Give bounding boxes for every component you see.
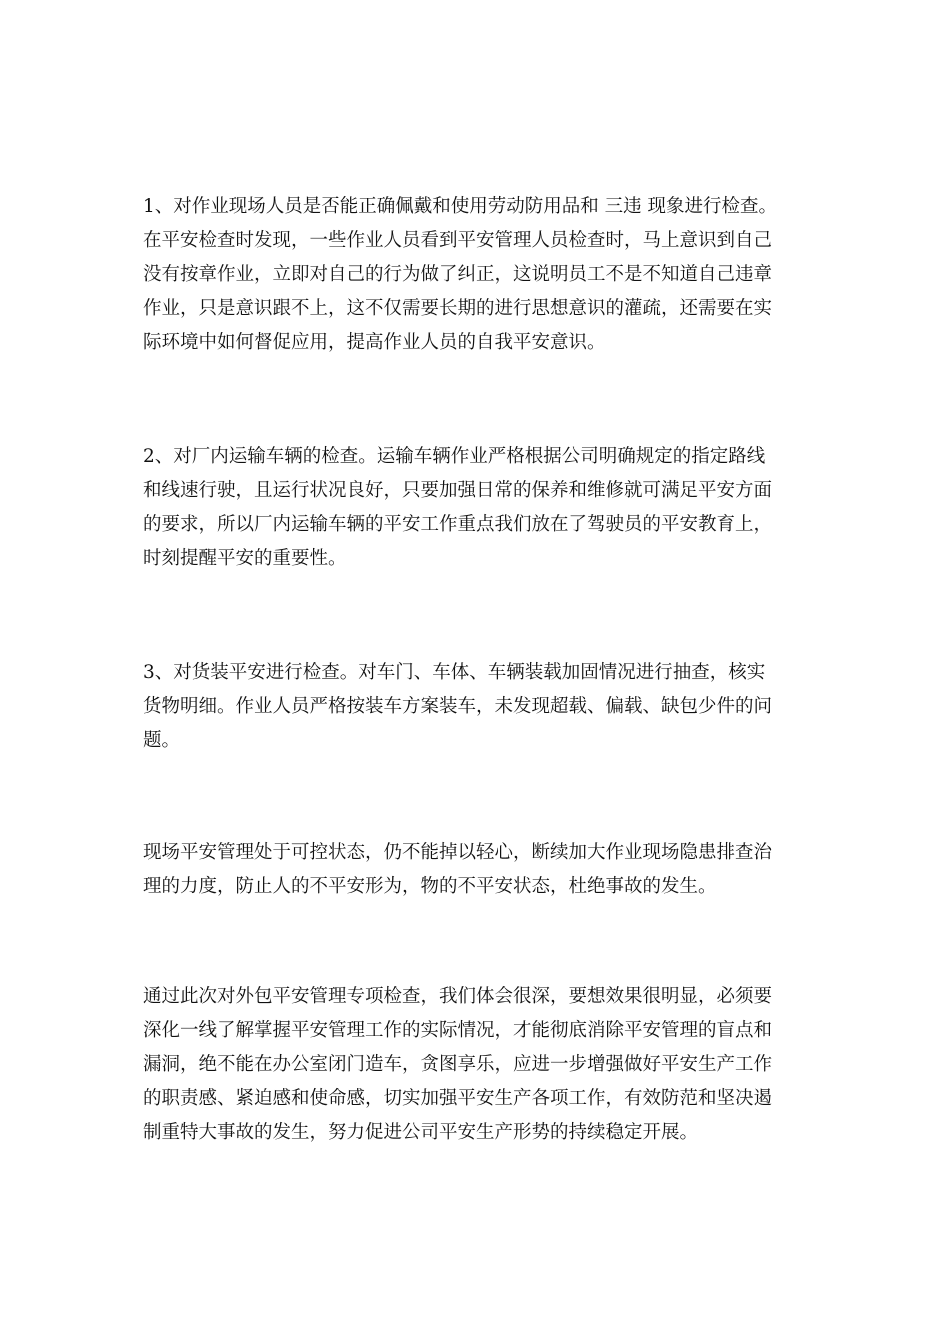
paragraph-3 <box>143 656 815 758</box>
paragraph-line: 理的力度，防止人的不平安形为，物的不平安状态，杜绝事故的发生。 <box>143 876 717 897</box>
paragraph-2 <box>143 440 815 576</box>
paragraph-line: 2、对厂内运输车辆的检查。运输车辆作业严格根据公司明确规定的指定路线 <box>143 446 766 467</box>
paragraph-line: 制重特大事故的发生，努力促进公司平安生产形势的持续稳定开展。 <box>143 1122 699 1143</box>
paragraph-line: 作业，只是意识跟不上，这不仅需要长期的进行思想意识的灌疏，还需要在实 <box>143 298 773 319</box>
paragraph-line: 和线速行驶，且运行状况良好，只要加强日常的保养和维修就可满足平安方面 <box>143 480 773 501</box>
paragraph-line: 漏洞，绝不能在办公室闭门造车，贪图享乐，应进一步增强做好平安生产工作 <box>143 1054 773 1075</box>
paragraph-line: 现场平安管理处于可控状态，仍不能掉以轻心，断续加大作业现场隐患排查治 <box>143 842 773 863</box>
paragraph-line: 没有按章作业，立即对自己的行为做了纠正，这说明员工不是不知道自己违章 <box>143 264 773 285</box>
paragraph-line: 时刻提醒平安的重要性。 <box>143 548 347 569</box>
paragraph-line: 通过此次对外包平安管理专项检查，我们体会很深，要想效果很明显，必须要 <box>143 986 773 1007</box>
paragraph-line: 深化一线了解掌握平安管理工作的实际情况，才能彻底消除平安管理的盲点和 <box>143 1020 773 1041</box>
paragraph-5 <box>143 980 815 1150</box>
paragraph-1 <box>143 190 815 360</box>
paragraph-line: 3、对货装平安进行检查。对车门、车体、车辆装载加固情况进行抽查，核实 <box>143 662 766 683</box>
paragraph-line: 的要求，所以厂内运输车辆的平安工作重点我们放在了驾驶员的平安教育上， <box>143 514 773 535</box>
paragraph-line: 在平安检查时发现，一些作业人员看到平安管理人员检查时，马上意识到自己 <box>143 230 773 251</box>
paragraph-line: 货物明细。作业人员严格按装车方案装车，未发现超载、偏载、缺包少件的问 <box>143 696 773 717</box>
paragraph-4 <box>143 836 815 904</box>
paragraph-line: 1、对作业现场人员是否能正确佩戴和使用劳动防用品和 三违 现象进行检查。 <box>143 196 778 217</box>
paragraph-line: 的职责感、紧迫感和使命感，切实加强平安生产各项工作，有效防范和坚决遏 <box>143 1088 773 1109</box>
paragraph-line: 题。 <box>143 730 181 751</box>
paragraph-line: 际环境中如何督促应用，提高作业人员的自我平安意识。 <box>143 332 606 353</box>
